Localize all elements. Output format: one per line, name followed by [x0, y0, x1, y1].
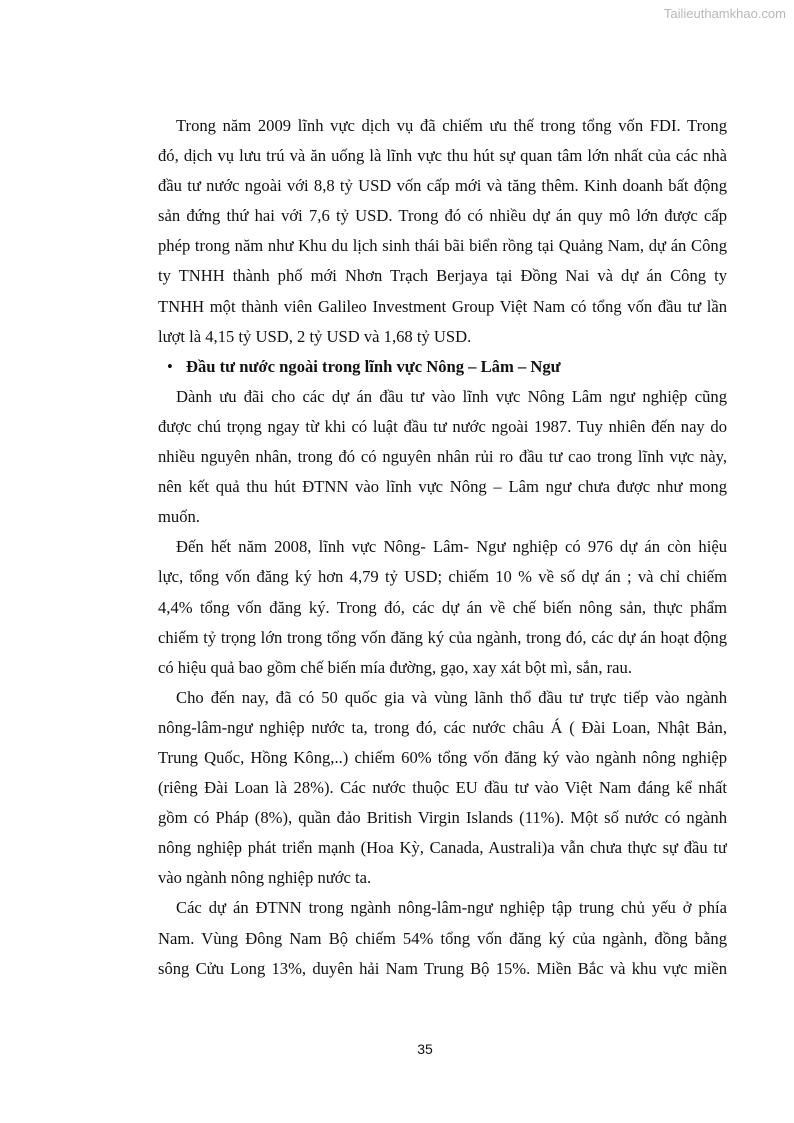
paragraph-line: Các dự án ĐTNN trong ngành nông-lâm-ngư nghiệp tập trung chủ yếu ở phía — [176, 898, 727, 918]
paragraph — [158, 683, 727, 894]
document-body — [158, 111, 727, 984]
paragraph — [158, 532, 727, 682]
paragraph-line: (riêng Đài Loan là 28%). Các nước thuộc EU đầu tư vào Việt Nam đáng kể nhất — [158, 778, 727, 798]
watermark: Tailieuthamkhao.com — [663, 6, 786, 21]
section-heading: Đầu tư nước ngoài trong lĩnh vực Nông – Lâm – Ngư — [186, 356, 561, 376]
paragraph-line: nên kết quả thu hút ĐTNN vào lĩnh vực Nông – Lâm ngư chưa được như mong — [158, 477, 727, 497]
paragraph-line: Cho đến nay, đã có 50 quốc gia và vùng lãnh thổ đầu tư trực tiếp vào ngành — [176, 687, 727, 707]
paragraph-line: có hiệu quả bao gồm chế biến mía đường, gạo, xay xát bột mì, sắn, rau. — [158, 657, 632, 677]
paragraph — [158, 111, 727, 352]
paragraph-line: nông nghiệp phát triển mạnh (Hoa Kỳ, Canada, Australi)a vẫn chưa thực sự đầu tư — [158, 838, 727, 858]
paragraph-line: ty TNHH thành phố mới Nhơn Trạch Berjaya tại Đồng Nai và dự án Công ty — [158, 266, 727, 286]
bullet-icon: • — [167, 356, 173, 376]
section-heading-bullet — [158, 352, 727, 382]
paragraph-line: muốn. — [158, 507, 200, 527]
paragraph-line: 4,4% tổng vốn đăng ký. Trong đó, các dự án về chế biến nông sản, thực phẩm — [158, 597, 727, 617]
paragraph-line: đầu tư nước ngoài với 8,8 tỷ USD vốn cấp mới và tăng thêm. Kinh doanh bất động — [158, 176, 727, 196]
paragraph-line: nông-lâm-ngư nghiệp nước ta, trong đó, các nước châu Á ( Đài Loan, Nhật Bản, — [158, 717, 727, 737]
paragraph-line: Dành ưu đãi cho các dự án đầu tư vào lĩnh vực Nông Lâm ngư nghiệp cũng — [176, 386, 727, 406]
paragraph — [158, 893, 727, 983]
paragraph-line: gồm có Pháp (8%), quần đảo British Virgin Islands (11%). Một số nước có ngành — [158, 808, 727, 828]
paragraph-line: Đến hết năm 2008, lĩnh vực Nông- Lâm- Ngư nghiệp có 976 dự án còn hiệu — [176, 537, 727, 557]
paragraph-line: vào ngành nông nghiệp nước ta. — [158, 868, 372, 888]
paragraph-line: đó, dịch vụ lưu trú và ăn uống là lĩnh vực thu hút sự quan tâm lớn nhất của các nhà — [158, 146, 727, 166]
paragraph-line: phép trong năm như Khu du lịch sinh thái bãi biển rồng tại Quảng Nam, dự án Công — [158, 236, 727, 256]
paragraph-line: sông Cửu Long 13%, duyên hải Nam Trung Bộ 15%. Miền Bắc và khu vực miền — [158, 958, 727, 978]
paragraph — [158, 382, 727, 532]
paragraph-line: nhiều nguyên nhân, trong đó có nguyên nhân rủi ro đầu tư cao trong lĩnh vực này, — [158, 447, 727, 467]
page-number: 35 — [417, 1041, 433, 1057]
paragraph-line: sản đứng thứ hai với 7,6 tỷ USD. Trong đó có nhiều dự án quy mô lớn được cấp — [158, 206, 727, 226]
paragraph-line: lượt là 4,15 tỷ USD, 2 tỷ USD và 1,68 tỷ USD. — [158, 326, 472, 346]
paragraph-line: TNHH một thành viên Galileo Investment Group Việt Nam có tổng vốn đầu tư lần — [158, 296, 727, 316]
paragraph-line: lực, tổng vốn đăng ký hơn 4,79 tỷ USD; chiếm 10 % về số dự án ; và chỉ chiếm — [158, 567, 727, 587]
paragraph-line: được chú trọng ngay từ khi có luật đầu tư nước ngoài 1987. Tuy nhiên đến nay do — [158, 416, 727, 436]
paragraph-line: Nam. Vùng Đông Nam Bộ chiếm 54% tổng vốn đăng ký của ngành, đồng bằng — [158, 928, 727, 948]
paragraph-line: chiếm tỷ trọng lớn trong tổng vốn đăng ký của ngành, trong đó, các dự án hoạt động — [158, 627, 727, 647]
paragraph-line: Trung Quốc, Hồng Kông,..) chiếm 60% tổng vốn đăng ký vào ngành nông nghiệp — [158, 747, 727, 767]
paragraph-line: Trong năm 2009 lĩnh vực dịch vụ đã chiếm ưu thế trong tổng vốn FDI. Trong — [176, 116, 727, 135]
